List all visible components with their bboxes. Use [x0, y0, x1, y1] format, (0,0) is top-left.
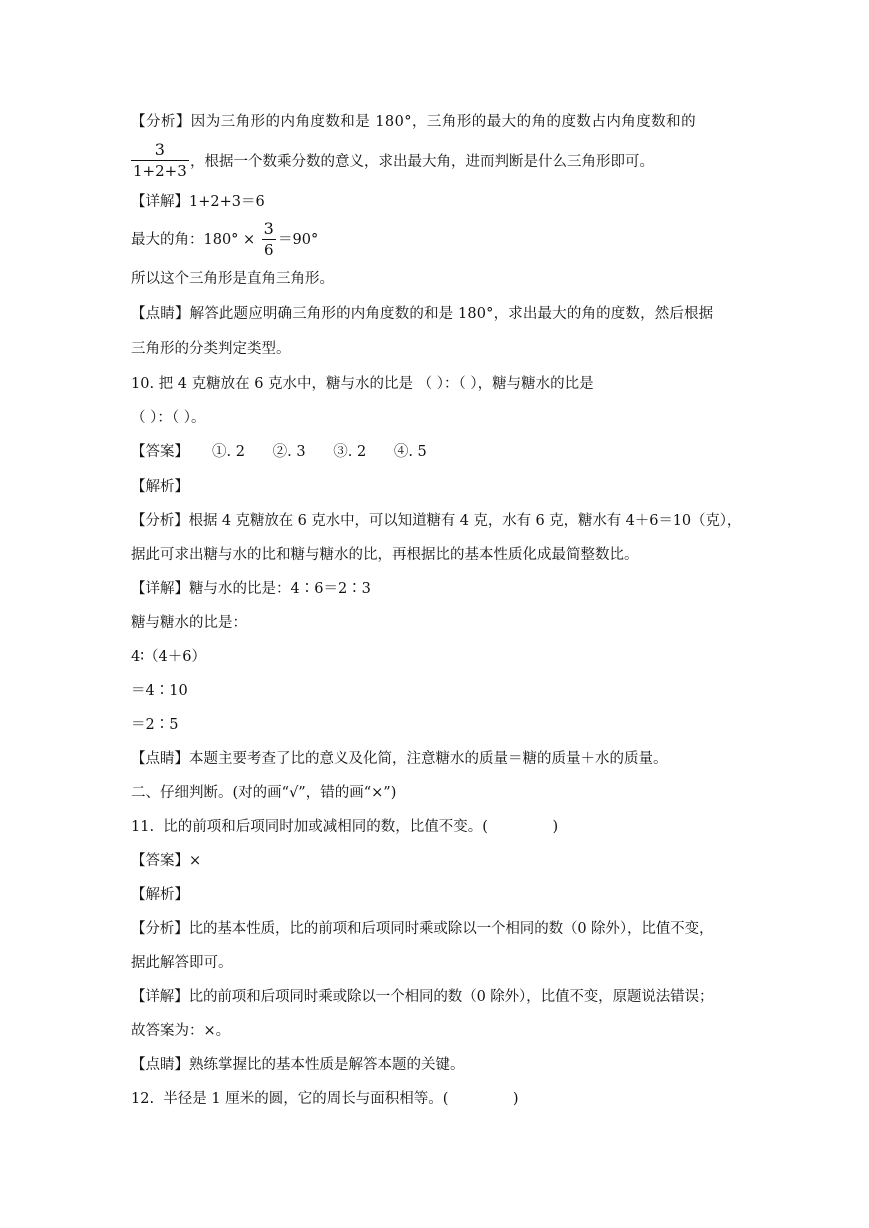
q11-question: 11. 比的前项和后项同时加或减相同的数，比值不变。( )	[131, 819, 559, 835]
q9-fraction-1-numerator: 3	[154, 140, 165, 159]
q9-fraction-2-numerator: 3	[263, 219, 274, 238]
q9-detail-line1: 【详解】1+2+3＝6	[131, 194, 265, 210]
q9-analysis-line1: 【分析】因为三角形的内角度数和是 180°，三角形的最大的角的度数占内角度数和的	[131, 114, 697, 130]
q9-detail-line3: 所以这个三角形是直角三角形。	[131, 271, 334, 287]
q9-analysis-line2: ，根据一个数乘分数的意义，求出最大角，进而判断是什么三角形即可。	[190, 154, 654, 170]
q10-analysis-line1: 【分析】根据 4 克糖放在 6 克水中，可以知道糖有 4 克，水有 6 克，糖水有 4＋6＝10（克），	[131, 513, 742, 529]
q11-answer: 【答案】×	[131, 853, 202, 869]
q10-analysis-line2: 据此可求出糖与水的比和糖与糖水的比，再根据比的基本性质化成最简整数比。	[131, 547, 639, 563]
q11-parse-label: 【解析】	[131, 887, 189, 903]
q10-detail-line1: 【详解】糖与水的比是：4∶6＝2∶3	[131, 581, 371, 597]
q10-answer: 【答案】 ①. 2 ②. 3 ③. 2 ④. 5	[131, 444, 427, 460]
q9-fraction-2	[262, 221, 276, 258]
q9-fraction-2-denominator: 6	[264, 241, 274, 259]
q10-parse-label: 【解析】	[131, 479, 189, 495]
q10-question-line1: 10. 把 4 克糖放在 6 克水中，糖与水的比是 （ ）：（ ），糖与糖水的比是	[131, 376, 594, 392]
q11-detail-line2: 故答案为：×。	[131, 1023, 231, 1039]
q9-fraction-1-denominator: 1+2+3	[133, 162, 187, 180]
q11-analysis-line1: 【分析】比的基本性质，比的前项和后项同时乘或除以一个相同的数（0 除外），比值不变，	[131, 921, 714, 937]
q9-comment-line1: 【点睛】解答此题应明确三角形的内角度数的和是 180°，求出最大的角的度数，然后根据	[131, 306, 714, 322]
q10-question-line2: （ ）：（ ）。	[131, 410, 206, 426]
q11-analysis-line2: 据此解答即可。	[131, 955, 233, 971]
q10-detail-line4: ＝4∶10	[131, 683, 188, 699]
q9-detail-line2b: ＝90°	[278, 232, 319, 248]
q11-comment: 【点睛】熟练掌握比的基本性质是解答本题的关键。	[131, 1057, 465, 1073]
q9-comment-line2: 三角形的分类判定类型。	[131, 341, 291, 357]
q10-detail-line5: ＝2∶5	[131, 717, 179, 733]
q10-detail-line3: 4∶（4＋6）	[131, 649, 206, 665]
q12-question: 12. 半径是 1 厘米的圆，它的周长与面积相等。( )	[131, 1091, 519, 1107]
q10-detail-line2: 糖与糖水的比是：	[131, 615, 247, 631]
q10-comment: 【点睛】本题主要考查了比的意义及化简，注意糖水的质量＝糖的质量＋水的质量。	[131, 751, 668, 767]
section-2-heading: 二、仔细判断。(对的画“√”，错的画“×”)	[131, 785, 397, 801]
q9-fraction-1	[131, 142, 189, 179]
q9-detail-line2a: 最大的角：180° ×	[131, 232, 256, 248]
q11-detail-line1: 【详解】比的前项和后项同时乘或除以一个相同的数（0 除外），比值不变，原题说法错误；	[131, 989, 714, 1005]
